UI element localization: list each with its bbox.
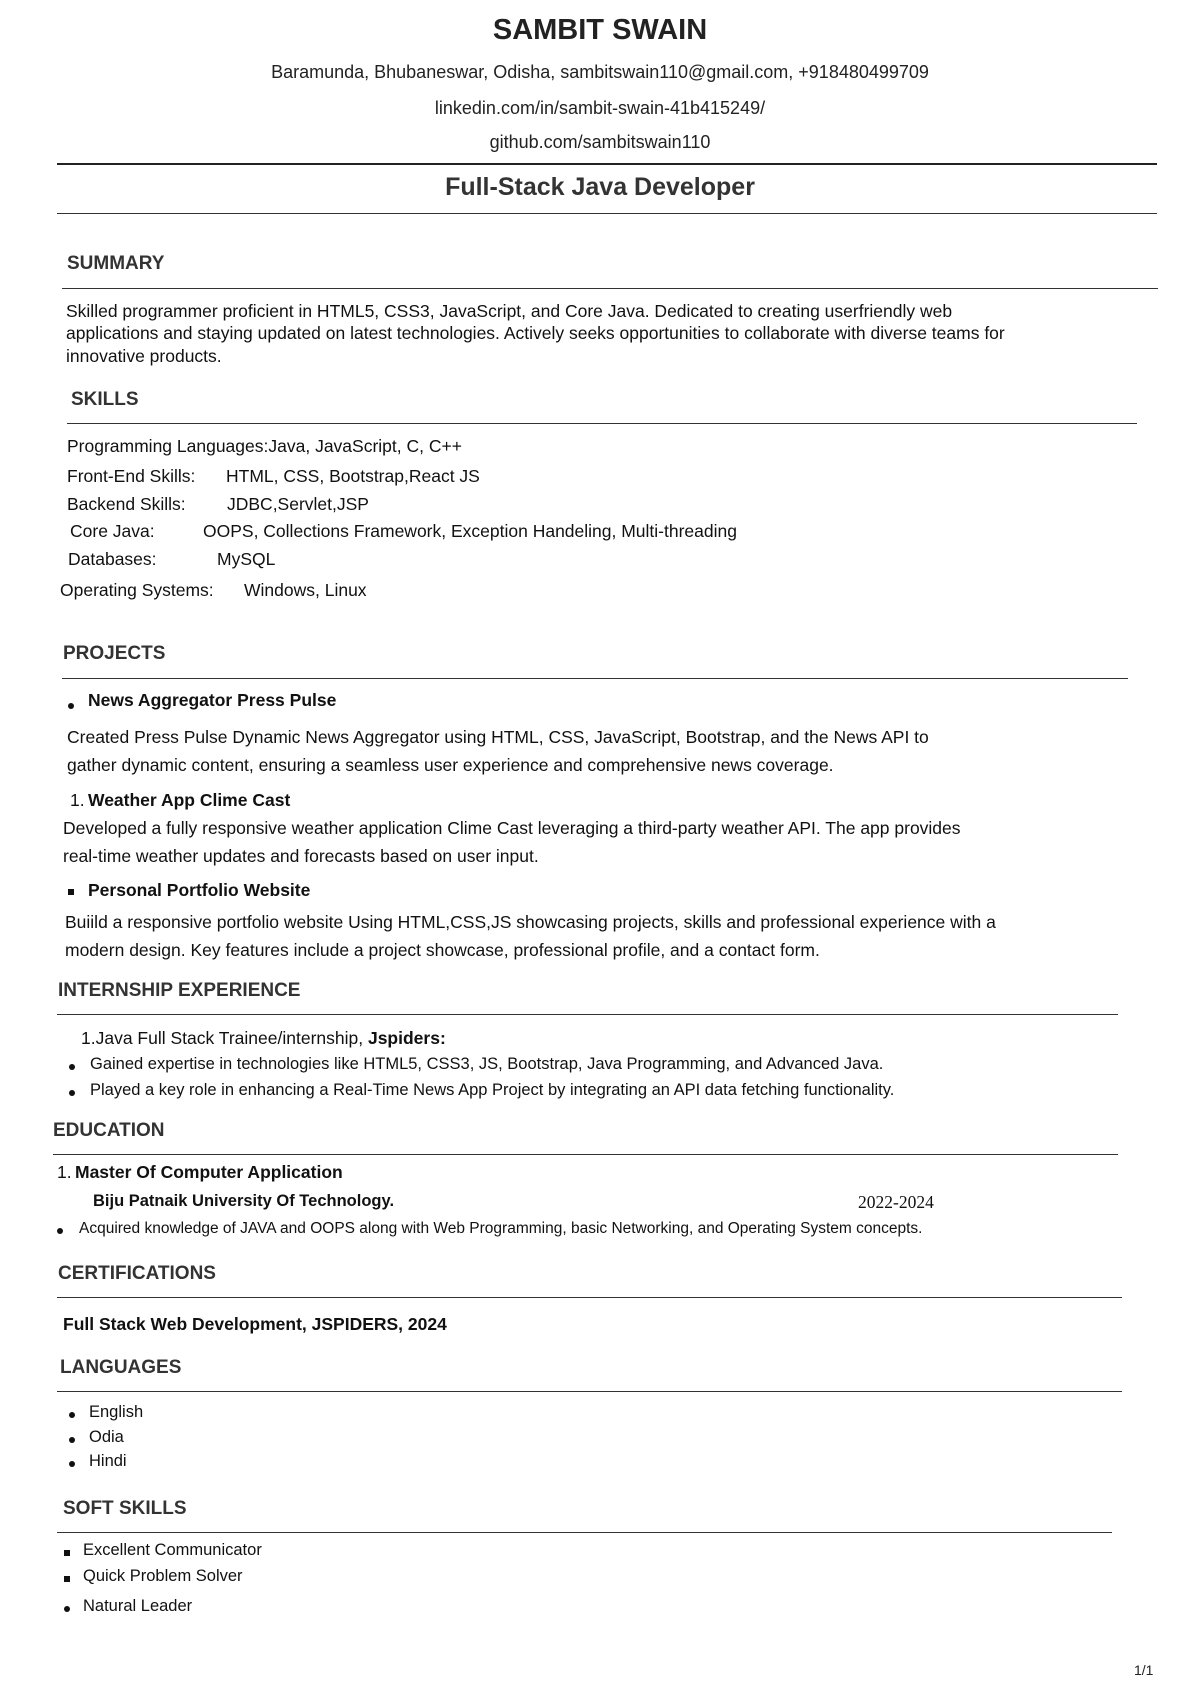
bullet-icon — [64, 1550, 70, 1556]
skill-value: Java, JavaScript, C, C++ — [268, 436, 462, 456]
languages-heading: LANGUAGES — [60, 1357, 182, 1378]
soft-skill-item: Quick Problem Solver — [83, 1567, 243, 1585]
soft-skills-heading: SOFT SKILLS — [63, 1498, 187, 1519]
internship-role — [81, 1028, 446, 1049]
soft-skill-item: Natural Leader — [83, 1597, 193, 1615]
soft-skills-divider — [57, 1532, 1112, 1533]
project-title: News Aggregator Press Pulse — [88, 690, 337, 710]
projects-heading: PROJECTS — [63, 643, 166, 664]
bullet-icon — [69, 1090, 75, 1096]
education-divider — [53, 1154, 1118, 1155]
skills-divider — [67, 423, 1137, 424]
bullet-icon — [68, 889, 74, 895]
bullet-icon — [69, 1437, 75, 1443]
skill-label: Databases: — [68, 549, 157, 569]
certifications-heading: CERTIFICATIONS — [58, 1263, 216, 1284]
project-title: Weather App Clime Cast — [88, 790, 291, 810]
linkedin-link[interactable]: linkedin.com/in/sambit-swain-41b415249/ — [434, 98, 766, 118]
internship-company: Jspiders: — [367, 1028, 446, 1048]
skill-label: Backend Skills: — [67, 494, 186, 514]
page-number: 1/1 — [1134, 1662, 1154, 1678]
summary-line: applications and staying updated on latest technologies. Actively seeks opportunities to collaborate with diverse teams for — [66, 323, 1005, 343]
skill-label: Front-End Skills: — [67, 466, 196, 486]
skill-label: Programming Languages: — [67, 436, 269, 456]
github-link[interactable]: github.com/sambitswain110 — [489, 132, 711, 152]
education-heading: EDUCATION — [53, 1120, 165, 1141]
summary-line: Skilled programmer proficient in HTML5, CSS3, JavaScript, and Core Java. Dedicated to creating userfriendly web — [66, 301, 953, 321]
bullet-icon — [69, 1412, 75, 1418]
skills-heading: SKILLS — [71, 389, 139, 410]
skill-value: HTML, CSS, Bootstrap,React JS — [226, 466, 480, 486]
project-description: real-time weather updates and forecasts based on user input. — [63, 846, 539, 866]
education-years: 2022-2024 — [858, 1192, 934, 1212]
project-description: gather dynamic content, ensuring a seamless user experience and comprehensive news coverage. — [67, 755, 834, 775]
summary-line: innovative products. — [66, 346, 222, 366]
role-title: Full-Stack Java Developer — [445, 173, 755, 201]
contact-line: Baramunda, Bhubaneswar, Odisha, sambitswain110@gmail.com, +918480499709 — [271, 62, 929, 82]
bullet-icon — [64, 1576, 70, 1582]
language-item: English — [89, 1403, 144, 1421]
project-description: Buiild a responsive portfolio website Using HTML,CSS,JS showcasing projects, skills and professional experience with a — [65, 912, 996, 932]
internship-heading: INTERNSHIP EXPERIENCE — [58, 980, 301, 1001]
summary-heading: SUMMARY — [67, 253, 165, 274]
internship-bullet: Gained expertise in technologies like HTML5, CSS3, JS, Bootstrap, Java Programming, and Advanced Java. — [90, 1055, 884, 1073]
language-item: Hindi — [89, 1452, 127, 1470]
internship-title: Java Full Stack Trainee/internship, — [95, 1028, 368, 1048]
internship-divider — [57, 1014, 1118, 1015]
language-item: Odia — [89, 1428, 124, 1446]
certifications-divider — [57, 1297, 1122, 1298]
skill-label: Core Java: — [70, 521, 155, 541]
skill-value: MySQL — [217, 549, 276, 569]
bullet-icon — [69, 1461, 75, 1467]
bullet-icon — [57, 1228, 63, 1234]
education-bullet: Acquired knowledge of JAVA and OOPS along with Web Programming, basic Networking, and Operating System concepts. — [79, 1220, 923, 1237]
skill-label: Operating Systems: — [60, 580, 214, 600]
bullet-icon — [69, 1064, 75, 1070]
internship-bullet: Played a key role in enhancing a Real-Time News App Project by integrating an API data fetching functionality. — [90, 1081, 895, 1099]
bullet-icon — [64, 1606, 70, 1612]
projects-divider — [62, 678, 1128, 679]
project-title: Personal Portfolio Website — [88, 880, 311, 900]
education-number: 1. — [57, 1162, 72, 1182]
internship-number: 1. — [81, 1028, 96, 1048]
skill-value: OOPS, Collections Framework, Exception Handeling, Multi-threading — [203, 521, 737, 541]
summary-divider — [62, 288, 1158, 289]
skill-value: Windows, Linux — [244, 580, 367, 600]
skill-value: JDBC,Servlet,JSP — [227, 494, 369, 514]
project-description: Developed a fully responsive weather application Clime Cast leveraging a third-party weather API. The app provides — [63, 818, 961, 838]
degree-title: Master Of Computer Application — [75, 1162, 343, 1182]
project-description: modern design. Key features include a project showcase, professional profile, and a contact form. — [65, 940, 820, 960]
skill-row — [67, 436, 462, 457]
project-number: 1. — [70, 790, 85, 810]
certification-item: Full Stack Web Development, JSPIDERS, 2024 — [63, 1314, 447, 1334]
title-divider — [57, 213, 1157, 214]
candidate-name: SAMBIT SWAIN — [492, 14, 708, 46]
languages-divider — [57, 1391, 1122, 1392]
bullet-icon — [68, 703, 74, 709]
soft-skill-item: Excellent Communicator — [83, 1541, 262, 1559]
project-description: Created Press Pulse Dynamic News Aggregator using HTML, CSS, JavaScript, Bootstrap, and the News API to — [67, 727, 929, 747]
university-name: Biju Patnaik University Of Technology. — [93, 1192, 395, 1210]
header-divider — [57, 163, 1157, 165]
